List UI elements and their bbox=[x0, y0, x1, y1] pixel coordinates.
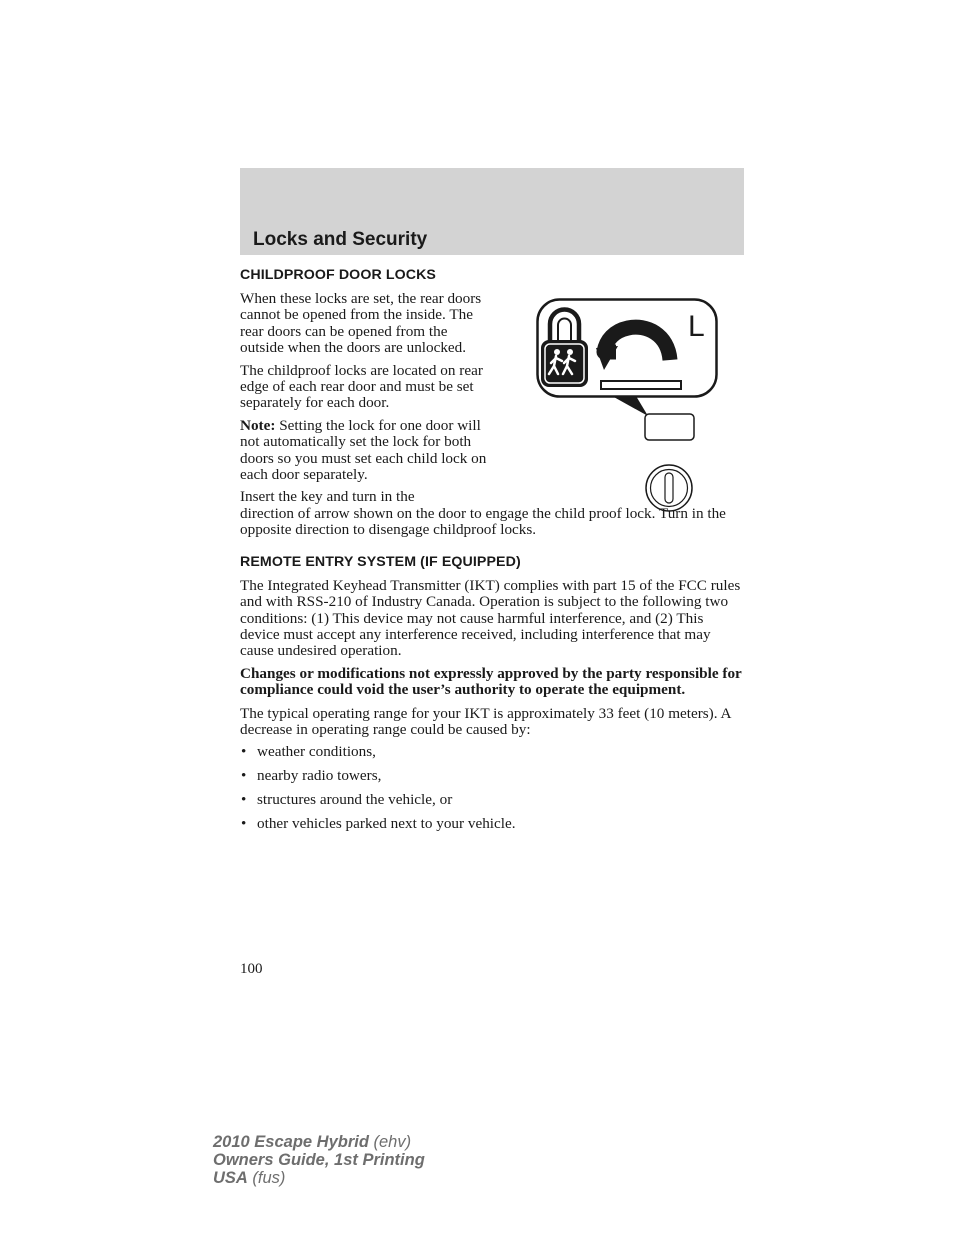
footer-line-2: Owners Guide, 1st Printing bbox=[213, 1151, 425, 1169]
compliance-warning: Changes or modifications not expressly approved by the party responsible for compliance could void the user’s authority to operate the equipment. bbox=[240, 664, 742, 699]
list-item: • other vehicles parked next to your vehicle. bbox=[240, 816, 744, 832]
childproof-note bbox=[240, 418, 492, 484]
footer-line-1: 2010 Escape Hybrid (ehv) bbox=[213, 1133, 412, 1151]
childproof-paragraph-1: When these locks are set, the rear doors cannot be opened from the inside. The rear doors can be opened from the outside when the doors are unlocked. bbox=[240, 290, 482, 357]
note-text: Setting the lock for one door will not automatically set the lock for both doors so you must set each child lock on each door separately. bbox=[240, 416, 487, 484]
page-number: 100 bbox=[240, 961, 263, 977]
section-header-band bbox=[240, 168, 744, 255]
section-title: Locks and Security bbox=[253, 229, 428, 250]
list-item: • weather conditions, bbox=[240, 744, 744, 760]
childproof-heading: CHILDPROOF DOOR LOCKS bbox=[240, 267, 436, 283]
childproof-paragraph-4-rest: direction of arrow shown on the door to engage the child proof lock. Turn in the opposite direction to disengage childproof locks. bbox=[240, 504, 726, 539]
remote-entry-heading: REMOTE ENTRY SYSTEM (IF EQUIPPED) bbox=[240, 553, 521, 570]
document-footer bbox=[213, 1133, 425, 1187]
list-item: • structures around the vehicle, or bbox=[240, 792, 744, 808]
footer-line-3: USA (fus) bbox=[213, 1169, 286, 1187]
remote-paragraph-1: The Integrated Keyhead Transmitter (IKT) complies with part 15 of the FCC rules and with RSS-210 of Industry Canada. Operation is subject to the following two conditions: (1) This device may not cause harmful interference, and (2) This device must accept any interference received, including interference that may cause undesired operation. bbox=[240, 576, 741, 660]
note-label: Note: bbox=[240, 416, 276, 434]
lock-position-letter: L bbox=[688, 310, 705, 343]
remote-paragraph-3: The typical operating range for your IKT is approximately 33 feet (10 meters). A decrease in operating range could be caused by: bbox=[240, 704, 731, 738]
range-factors-list bbox=[240, 744, 744, 832]
list-item: • nearby radio towers, bbox=[240, 768, 744, 784]
childproof-paragraph-2: The childproof locks are located on rear edge of each rear door and must be set separately for each door. bbox=[240, 361, 483, 412]
childproof-paragraph-4-line1: Insert the key and turn in the bbox=[240, 488, 415, 506]
childproof-paragraph-4 bbox=[240, 489, 744, 538]
page-content bbox=[240, 266, 744, 840]
